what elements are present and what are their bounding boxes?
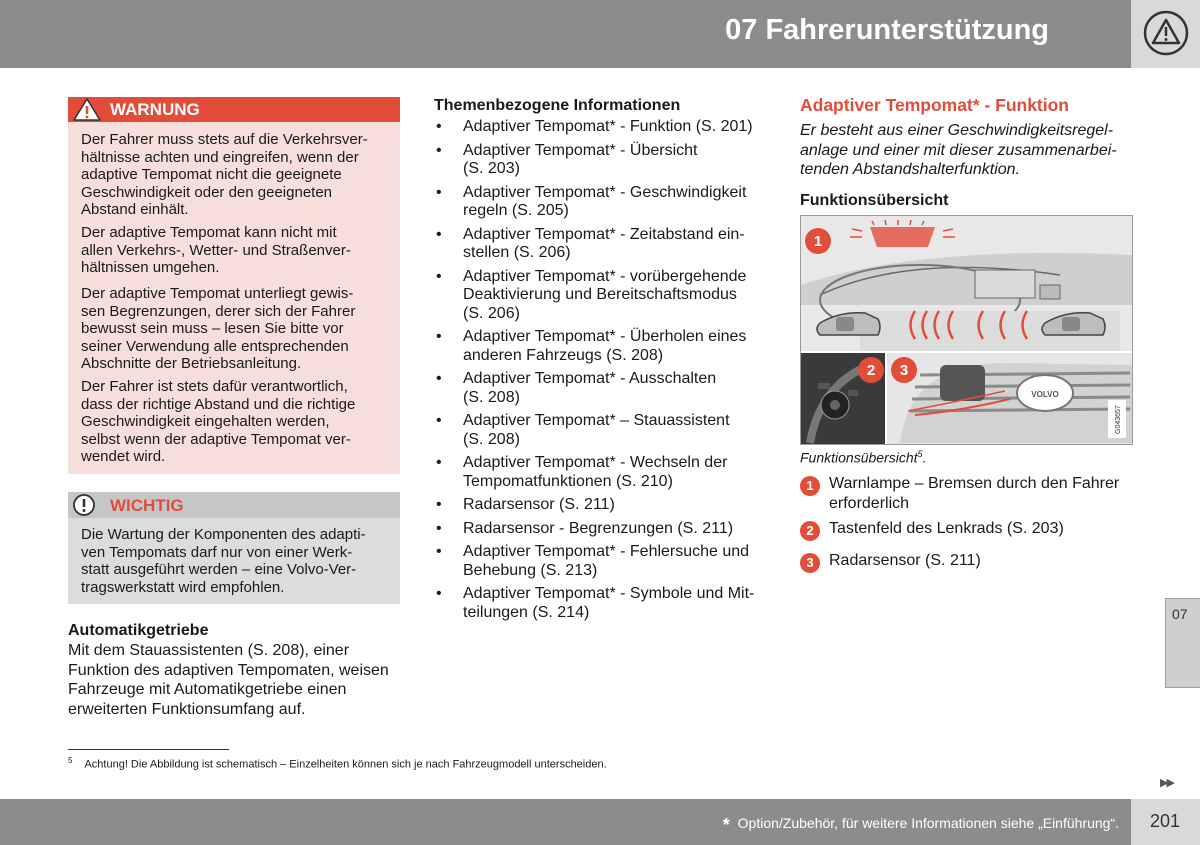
related-link-text: Adaptiver Tempomat* - vorübergehende <box>463 267 747 285</box>
related-heading: Themenbezogene Informationen <box>434 97 681 114</box>
related-link-text: Adaptiver Tempomat* - Ausschalten <box>463 370 717 387</box>
related-link-item[interactable] <box>434 454 774 491</box>
text-line: Der adaptive Tempomat kann nicht mit <box>81 224 337 241</box>
related-link-text: (S. 208) <box>463 430 520 448</box>
figure-code: G043657 <box>1115 405 1122 434</box>
footer-text: Option/Zubehör, für weitere Informationen siehe „Einführung“. <box>733 815 1119 831</box>
marker-2 <box>858 357 884 383</box>
chapter-side-tab[interactable] <box>1165 598 1200 688</box>
warning-paragraph <box>81 285 391 373</box>
bullet-icon: • <box>436 412 442 429</box>
text-line: Geschwindigkeit eingehalten werden, <box>81 413 330 431</box>
related-link-text: Adaptiver Tempomat* - Zeitabstand ein- <box>463 225 745 243</box>
function-overview-illustration <box>800 215 1133 445</box>
caption-footnote-ref: 5 <box>917 449 923 459</box>
bullet-icon: • <box>436 585 442 602</box>
text-line: tragswerkstatt wird empfohlen. <box>81 578 285 596</box>
text-line: Der adaptive Tempomat unterliegt gewis- <box>81 285 354 302</box>
header-icon-box <box>1131 0 1200 68</box>
related-link-item[interactable] <box>434 118 774 137</box>
text-line: seiner Verwendung alle entsprechenden <box>81 337 349 355</box>
important-box <box>68 492 400 604</box>
text-line: Der Fahrer muss stets auf die Verkehrsver- <box>81 131 368 148</box>
next-page-arrows-icon[interactable]: ▶▶ <box>1160 777 1173 789</box>
related-list <box>434 118 774 627</box>
bullet-icon: • <box>436 225 442 243</box>
chapter-title: 07 Fahrerunterstützung <box>725 14 1049 46</box>
legend-text <box>829 519 1129 539</box>
text-line: Funktion des adaptiven Tempomaten, weisen <box>68 661 389 679</box>
related-link-text: Adaptiver Tempomat* - Fehlersuche und <box>463 543 750 560</box>
chapter-side-tab-label: 07 <box>1172 606 1188 622</box>
related-link-item[interactable] <box>434 328 774 365</box>
automatik-heading: Automatikgetriebe <box>68 622 209 639</box>
related-link-item[interactable] <box>434 268 774 324</box>
related-link-text: Deaktivierung und Bereitschaftsmodus <box>463 286 737 303</box>
related-link-text: regeln (S. 205) <box>463 202 569 219</box>
text-line: Radarsensor (S. 211) <box>829 552 981 569</box>
related-link-text: Adaptiver Tempomat* - Symbole und Mit- <box>463 585 755 602</box>
footnote-divider <box>68 749 229 750</box>
footer-note <box>723 815 1119 836</box>
bullet-icon: • <box>436 141 442 159</box>
related-link-item[interactable] <box>434 520 774 539</box>
text-line: Fahrzeuge mit Automatikgetriebe einen <box>68 681 347 699</box>
related-link-item[interactable] <box>434 412 774 449</box>
svg-text:3: 3 <box>899 362 909 379</box>
important-header <box>68 492 400 518</box>
warning-triangle-icon <box>71 97 103 122</box>
text-line: adaptive Tempomat nicht die geeignete <box>81 166 342 184</box>
footer-bar <box>0 799 1131 845</box>
text-line: hältnisse achten und eingreifen, wenn der <box>81 148 359 166</box>
footnote-number: 5 <box>68 756 73 765</box>
function-intro <box>800 121 1130 180</box>
legend-text <box>829 474 1129 513</box>
legend-number-badge: 2 <box>800 521 820 541</box>
related-link-text: (S. 206) <box>463 304 520 322</box>
text-line: statt ausgeführt werden – eine Volvo-Ver- <box>81 561 357 579</box>
related-link-text: Adaptiver Tempomat* - Wechseln der <box>463 454 728 471</box>
related-link-item[interactable] <box>434 496 774 515</box>
related-link-text: Tempomatfunktionen (S. 210) <box>463 472 673 490</box>
footnote-text: Achtung! Die Abbildung ist schematisch – Einzelheiten können sich je nach Fahrzeugmodell unterscheiden. <box>84 758 607 771</box>
bullet-icon: • <box>436 519 442 537</box>
page-number-box <box>1131 799 1200 845</box>
related-link-text: Radarsensor (S. 211) <box>463 496 615 513</box>
text-line: Mit dem Stauassistenten (S. 208), einer <box>68 642 350 659</box>
marker-3 <box>891 357 917 383</box>
related-link-text: Adaptiver Tempomat* - Übersicht <box>463 141 698 159</box>
related-link-item[interactable] <box>434 585 774 622</box>
text-line: bewusst sein muss – lesen Sie bitte vor <box>81 320 344 338</box>
warning-header <box>68 97 400 122</box>
warning-box <box>68 97 400 474</box>
text-line: selbst wenn der adaptive Tempomat ver- <box>81 430 351 448</box>
related-link-text: Adaptiver Tempomat* - Geschwindigkeit <box>463 183 747 201</box>
bullet-icon: • <box>436 267 442 285</box>
text-line: dass der richtige Abstand und die richtige <box>81 395 356 413</box>
related-link-text: Adaptiver Tempomat* - Funktion (S. 201) <box>463 118 753 135</box>
text-line: hältnissen umgehen. <box>81 259 220 277</box>
text-line: sen Begrenzungen, derer sich der Fahrer <box>81 302 356 320</box>
page-number: 201 <box>1150 811 1181 831</box>
text-line: Tastenfeld des Lenkrads (S. 203) <box>829 520 1064 537</box>
dashboard-illustration <box>801 216 1132 351</box>
text-line: Die Wartung der Komponenten des adapti- <box>81 526 366 543</box>
bullet-icon: • <box>436 454 442 471</box>
text-line: Er besteht aus einer Geschwindigkeitsregel- <box>800 122 1114 139</box>
warning-title: WARNUNG <box>110 100 200 119</box>
text-line: anlage und einer mit dieser zusammenarbei- <box>800 141 1117 159</box>
text-line: ven Tempomats darf nur von einer Werk- <box>81 543 353 561</box>
related-link-item[interactable] <box>434 543 774 580</box>
related-link-text: (S. 203) <box>463 160 520 177</box>
text-line: allen Verkehrs-, Wetter- und Straßenver- <box>81 241 351 259</box>
exclamation-circle-icon <box>72 494 96 516</box>
related-link-item[interactable] <box>434 226 774 263</box>
text-line: Der Fahrer ist stets dafür verantwortlich, <box>81 378 348 395</box>
related-link-text: (S. 208) <box>463 388 520 406</box>
related-link-text: teilungen (S. 214) <box>463 603 590 621</box>
text-line: Geschwindigkeit oder den geeigneten <box>81 183 333 201</box>
related-link-text: anderen Fahrzeugs (S. 208) <box>463 346 664 364</box>
footer-star: * <box>722 815 730 835</box>
figure-brand: VOLVO <box>1031 390 1059 399</box>
related-link-text: Radarsensor - Begrenzungen (S. 211) <box>463 519 734 537</box>
related-link-item[interactable] <box>434 370 774 407</box>
bullet-icon: • <box>436 496 442 513</box>
text-line: Warnlampe – Bremsen durch den Fahrer <box>829 475 1120 492</box>
text-line: erforderlich <box>829 494 910 512</box>
legend-text <box>829 551 1129 571</box>
warning-paragraph <box>81 131 391 219</box>
header-bar <box>0 0 1131 68</box>
bullet-icon: • <box>436 118 442 135</box>
marker-1 <box>805 228 831 254</box>
related-link-text: Adaptiver Tempomat* – Stauassistent <box>463 412 730 429</box>
radar-sensor-illustration <box>887 353 1132 444</box>
svg-text:1: 1 <box>813 233 823 250</box>
footnote <box>68 756 607 771</box>
text-line: tenden Abstandshalterfunktion. <box>800 161 1021 179</box>
overview-heading: Funktionsübersicht <box>800 192 949 209</box>
bullet-icon: • <box>436 370 442 387</box>
text-line: Abstand einhält. <box>81 201 189 219</box>
important-title: WICHTIG <box>110 496 184 515</box>
automatik-text <box>68 641 408 719</box>
warning-paragraph <box>81 224 391 277</box>
function-title: Adaptiver Tempomat* - Funktion <box>800 95 1069 115</box>
important-text <box>81 526 391 596</box>
warning-paragraph <box>81 378 391 466</box>
figure-caption <box>800 449 926 466</box>
text-line: erweiterten Funktionsumfang auf. <box>68 700 306 718</box>
related-link-item[interactable] <box>434 184 774 221</box>
text-line: Abschnitte der Betriebsanleitung. <box>81 355 302 373</box>
text-line: wendet wird. <box>81 448 166 466</box>
bullet-icon: • <box>436 183 442 201</box>
legend-number-badge: 3 <box>800 553 820 573</box>
svg-text:2: 2 <box>866 362 876 379</box>
legend-number-badge: 1 <box>800 476 820 496</box>
caption-text: Funktionsübersicht <box>800 449 918 466</box>
caption-end: . <box>922 449 927 466</box>
related-link-text: Behebung (S. 213) <box>463 561 598 579</box>
bullet-icon: • <box>436 543 442 560</box>
related-link-item[interactable] <box>434 142 774 179</box>
bullet-icon: • <box>436 328 442 345</box>
related-link-text: Adaptiver Tempomat* - Überholen eines <box>463 328 747 345</box>
related-link-text: stellen (S. 206) <box>463 244 571 261</box>
warning-triangle-icon <box>1143 10 1189 56</box>
